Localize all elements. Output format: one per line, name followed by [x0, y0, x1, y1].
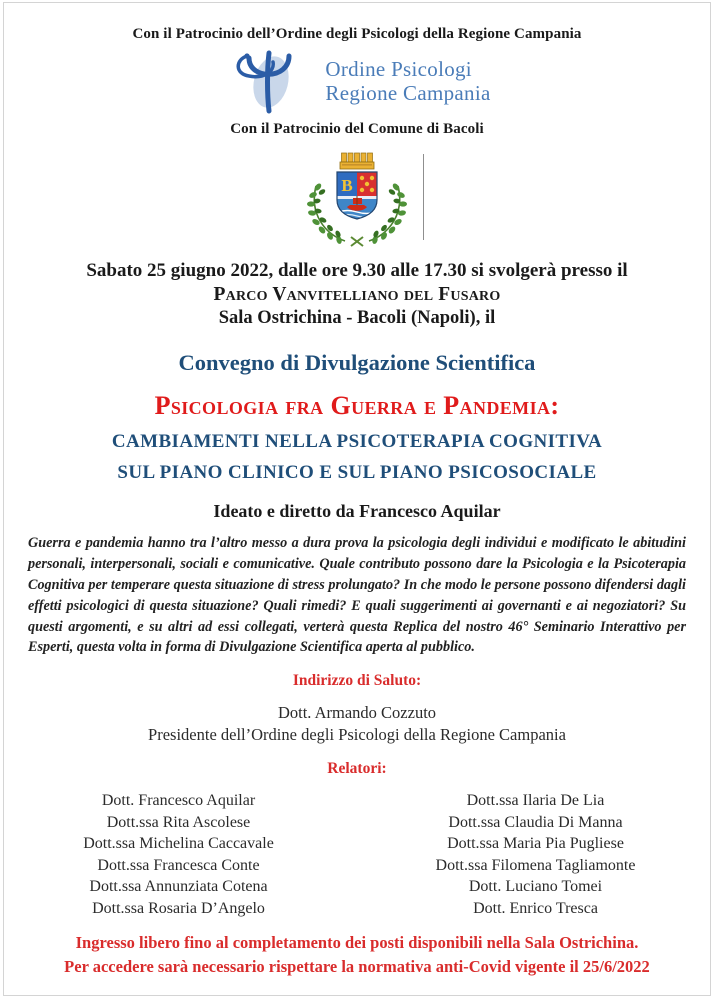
event-kind-heading: Convegno di Divulgazione Scientifica: [178, 350, 536, 375]
patrocinio-comune-text: Con il Patrocinio del Comune di Bacoli: [230, 121, 484, 137]
relatore-name: Dott. Enrico Tresca: [473, 899, 598, 917]
relatore-name: Dott. Luciano Tomei: [468, 878, 603, 896]
patrocinio-ordine-text: Con il Patrocinio dell’Ordine degli Psicologi della Regione Campania: [132, 26, 582, 42]
abstract-paragraph: Guerra e pandemia hanno tra l’altro messo a dura prova la psicologia degli individui e modificato le abitudini personali, interpersonali, sociali e comunicative. Quale contributo possono dare la Psicologia e la Psicoterapia Cognitiva per temperare questa situazione di stress prolungato? In che modo le persone possono difendersi dagli effetti psicologici di questa situazione? Quali rimedi? E quali suggerimenti ai governanti e ai negoziatori? Su questi argomenti, e su altri ad essi collegati, verterà questa Replica del nostro 46° Seminario Interattivo per Esperti, questa volta in forma di Divulgazione Scientifica aperta al pubblico.: [28, 535, 686, 656]
event-title: Psicologia fra Guerra e Pandemia:: [154, 391, 560, 420]
admission-notice-line2: Per accedere sarà necessario rispettare la normativa anti-Covid vigente il 25/6/2022: [64, 956, 650, 976]
bacoli-coat-of-arms-icon: [301, 140, 413, 248]
cursor-line: [423, 154, 424, 240]
relatore-name: Dott.ssa Maria Pia Pugliese: [447, 835, 624, 853]
event-hall-line: Sala Ostrichina - Bacoli (Napoli), il: [218, 308, 496, 328]
saluto-speaker-role: Presidente dell’Ordine degli Psicologi della Regione Campania: [148, 725, 566, 745]
relatore-name: Dott.ssa Francesca Conte: [97, 856, 260, 874]
admission-notice: [0, 931, 714, 978]
event-subtitle-line2: SUL PIANO CLINICO E SUL PIANO PSICOSOCIALE: [117, 462, 597, 483]
bacoli-coat-of-arms-row: [0, 140, 714, 248]
relatore-name: Dott.ssa Michelina Caccavale: [83, 835, 274, 853]
event-venue-line: Parco Vanvitelliano del Fusaro: [213, 284, 501, 305]
ordine-psicologi-logo: [0, 49, 714, 115]
relatori-column-left: [0, 790, 357, 919]
relatori-columns: [0, 790, 714, 919]
logo-text: [325, 58, 490, 105]
crest-letter: B: [341, 176, 353, 195]
relatore-name: Dott. Francesco Aquilar: [101, 792, 256, 810]
relatore-name: Dott.ssa Ilaria De Lia: [466, 792, 605, 810]
event-subtitle-line1: CAMBIAMENTI NELLA PSICOTERAPIA COGNITIVA: [111, 431, 603, 452]
admission-notice-line1: Ingresso libero fino al completamento dei posti disponibili nella Sala Ostrichina.: [75, 933, 639, 953]
relatori-heading: Relatori:: [327, 760, 387, 778]
psi-snake-logo-icon: [223, 50, 315, 114]
relatore-name: Dott.ssa Annunziata Cotena: [89, 878, 268, 896]
relatore-name: Dott.ssa Filomena Tagliamonte: [435, 856, 636, 874]
saluto-speaker-name: Dott. Armando Cozzuto: [277, 703, 437, 723]
relatore-name: Dott.ssa Claudia Di Manna: [448, 813, 623, 831]
event-director-line: Ideato e diretto da Francesco Aquilar: [213, 501, 501, 521]
relatori-column-right: [357, 790, 714, 919]
relatore-name: Dott.ssa Rita Ascolese: [106, 813, 251, 831]
event-date-line: Sabato 25 giugno 2022, dalle ore 9.30 alle 17.30 si svolgerà presso il: [86, 260, 628, 281]
saluto-heading: Indirizzo di Saluto:: [292, 672, 422, 690]
logo-text-line2: Regione Campania: [325, 81, 491, 105]
relatore-name: Dott.ssa Rosaria D’Angelo: [92, 899, 265, 917]
logo-text-line1: Ordine Psicologi: [325, 57, 472, 82]
